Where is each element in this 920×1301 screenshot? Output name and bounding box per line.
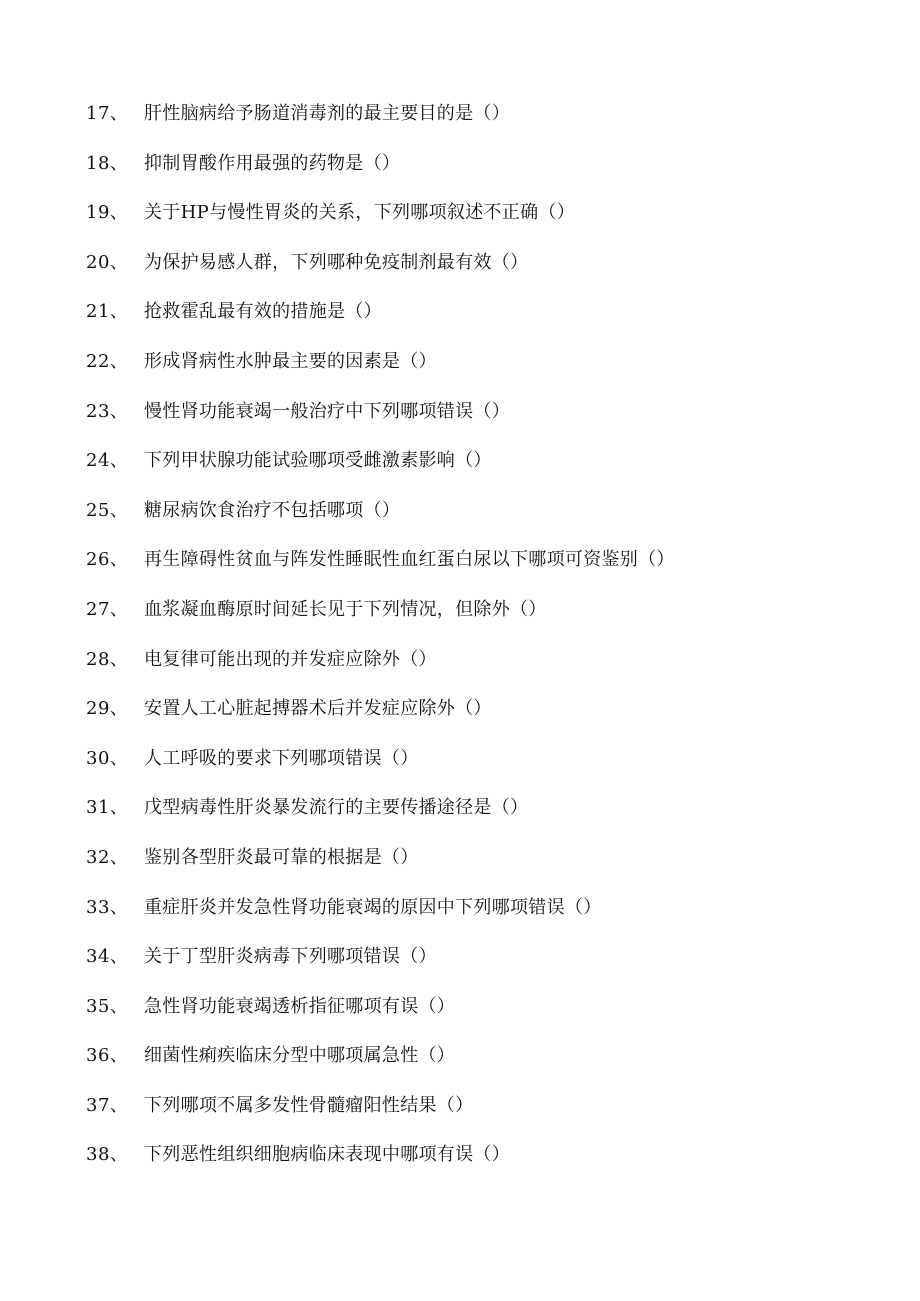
question-text: 再生障碍性贫血与阵发性睡眠性血红蛋白尿以下哪项可资鉴别（） xyxy=(144,549,675,571)
question-item xyxy=(86,297,886,347)
question-number: 23、 xyxy=(86,400,129,422)
question-number: 26、 xyxy=(86,549,129,571)
question-number: 20、 xyxy=(86,251,129,273)
question-number: 18、 xyxy=(86,152,129,174)
question-item xyxy=(86,397,886,447)
question-text: 重症肝炎并发急性肾功能衰竭的原因中下列哪项错误（） xyxy=(144,896,602,918)
question-number: 19、 xyxy=(86,202,129,224)
question-item xyxy=(86,149,886,199)
question-number: 33、 xyxy=(86,896,129,918)
question-text: 急性肾功能衰竭透析指征哪项有误（） xyxy=(144,995,456,1017)
question-number: 34、 xyxy=(86,946,129,968)
question-item xyxy=(86,595,886,645)
question-number: 21、 xyxy=(86,301,129,323)
question-number: 22、 xyxy=(86,350,129,372)
question-text: 糖尿病饮食治疗不包括哪项（） xyxy=(144,499,401,521)
question-item xyxy=(86,347,886,397)
question-number: 29、 xyxy=(86,698,129,720)
question-number: 32、 xyxy=(86,846,129,868)
question-text: 关于HP与慢性胃炎的关系，下列哪项叙述不正确（） xyxy=(144,202,576,224)
question-number: 30、 xyxy=(86,747,129,769)
question-number: 27、 xyxy=(86,598,129,620)
question-text: 电复律可能出现的并发症应除外（） xyxy=(144,648,437,670)
question-number: 17、 xyxy=(86,103,129,124)
question-text: 鉴别各型肝炎最可靠的根据是（） xyxy=(144,846,419,868)
question-item xyxy=(86,645,886,695)
question-item xyxy=(86,248,886,298)
question-text: 为保护易感人群，下列哪种免疫制剂最有效（） xyxy=(144,251,529,273)
question-text: 戊型病毒性肝炎暴发流行的主要传播途径是（） xyxy=(144,797,529,819)
question-item xyxy=(86,942,886,992)
question-text: 下列恶性组织细胞病临床表现中哪项有误（） xyxy=(144,1144,510,1166)
question-text: 关于丁型肝炎病毒下列哪项错误（） xyxy=(144,946,437,968)
question-number: 37、 xyxy=(86,1094,129,1116)
question-text: 慢性肾功能衰竭一般治疗中下列哪项错误（） xyxy=(144,400,510,422)
question-item xyxy=(86,198,886,248)
question-text: 细菌性痢疾临床分型中哪项属急性（） xyxy=(144,1045,456,1067)
question-number: 28、 xyxy=(86,648,129,670)
question-item xyxy=(86,893,886,943)
question-text: 形成肾病性水肿最主要的因素是（） xyxy=(144,350,437,372)
question-item xyxy=(86,446,886,496)
question-item xyxy=(86,793,886,843)
question-number: 36、 xyxy=(86,1045,129,1067)
question-list xyxy=(86,99,886,1190)
question-item xyxy=(86,992,886,1042)
question-item xyxy=(86,1041,886,1091)
question-text: 下列哪项不属多发性骨髓瘤阳性结果（） xyxy=(144,1094,474,1116)
question-text: 血浆凝血酶原时间延长见于下列情况，但除外（） xyxy=(144,598,547,620)
question-item xyxy=(86,496,886,546)
question-text: 抑制胃酸作用最强的药物是（） xyxy=(144,152,401,174)
question-number: 24、 xyxy=(86,450,129,472)
question-number: 35、 xyxy=(86,995,129,1017)
question-text: 下列甲状腺功能试验哪项受雌激素影响（） xyxy=(144,450,492,472)
question-number: 38、 xyxy=(86,1144,129,1166)
question-number: 31、 xyxy=(86,797,129,819)
question-text: 肝性脑病给予肠道消毒剂的最主要目的是（） xyxy=(144,103,510,124)
question-number: 25、 xyxy=(86,499,129,521)
question-item xyxy=(86,99,886,149)
question-item xyxy=(86,744,886,794)
question-item xyxy=(86,843,886,893)
question-text: 人工呼吸的要求下列哪项错误（） xyxy=(144,747,419,769)
question-item xyxy=(86,1091,886,1141)
question-text: 安置人工心脏起搏器术后并发症应除外（） xyxy=(144,698,492,720)
question-item xyxy=(86,545,886,595)
question-item xyxy=(86,694,886,744)
question-text: 抢救霍乱最有效的措施是（） xyxy=(144,301,382,323)
question-item xyxy=(86,1140,886,1190)
